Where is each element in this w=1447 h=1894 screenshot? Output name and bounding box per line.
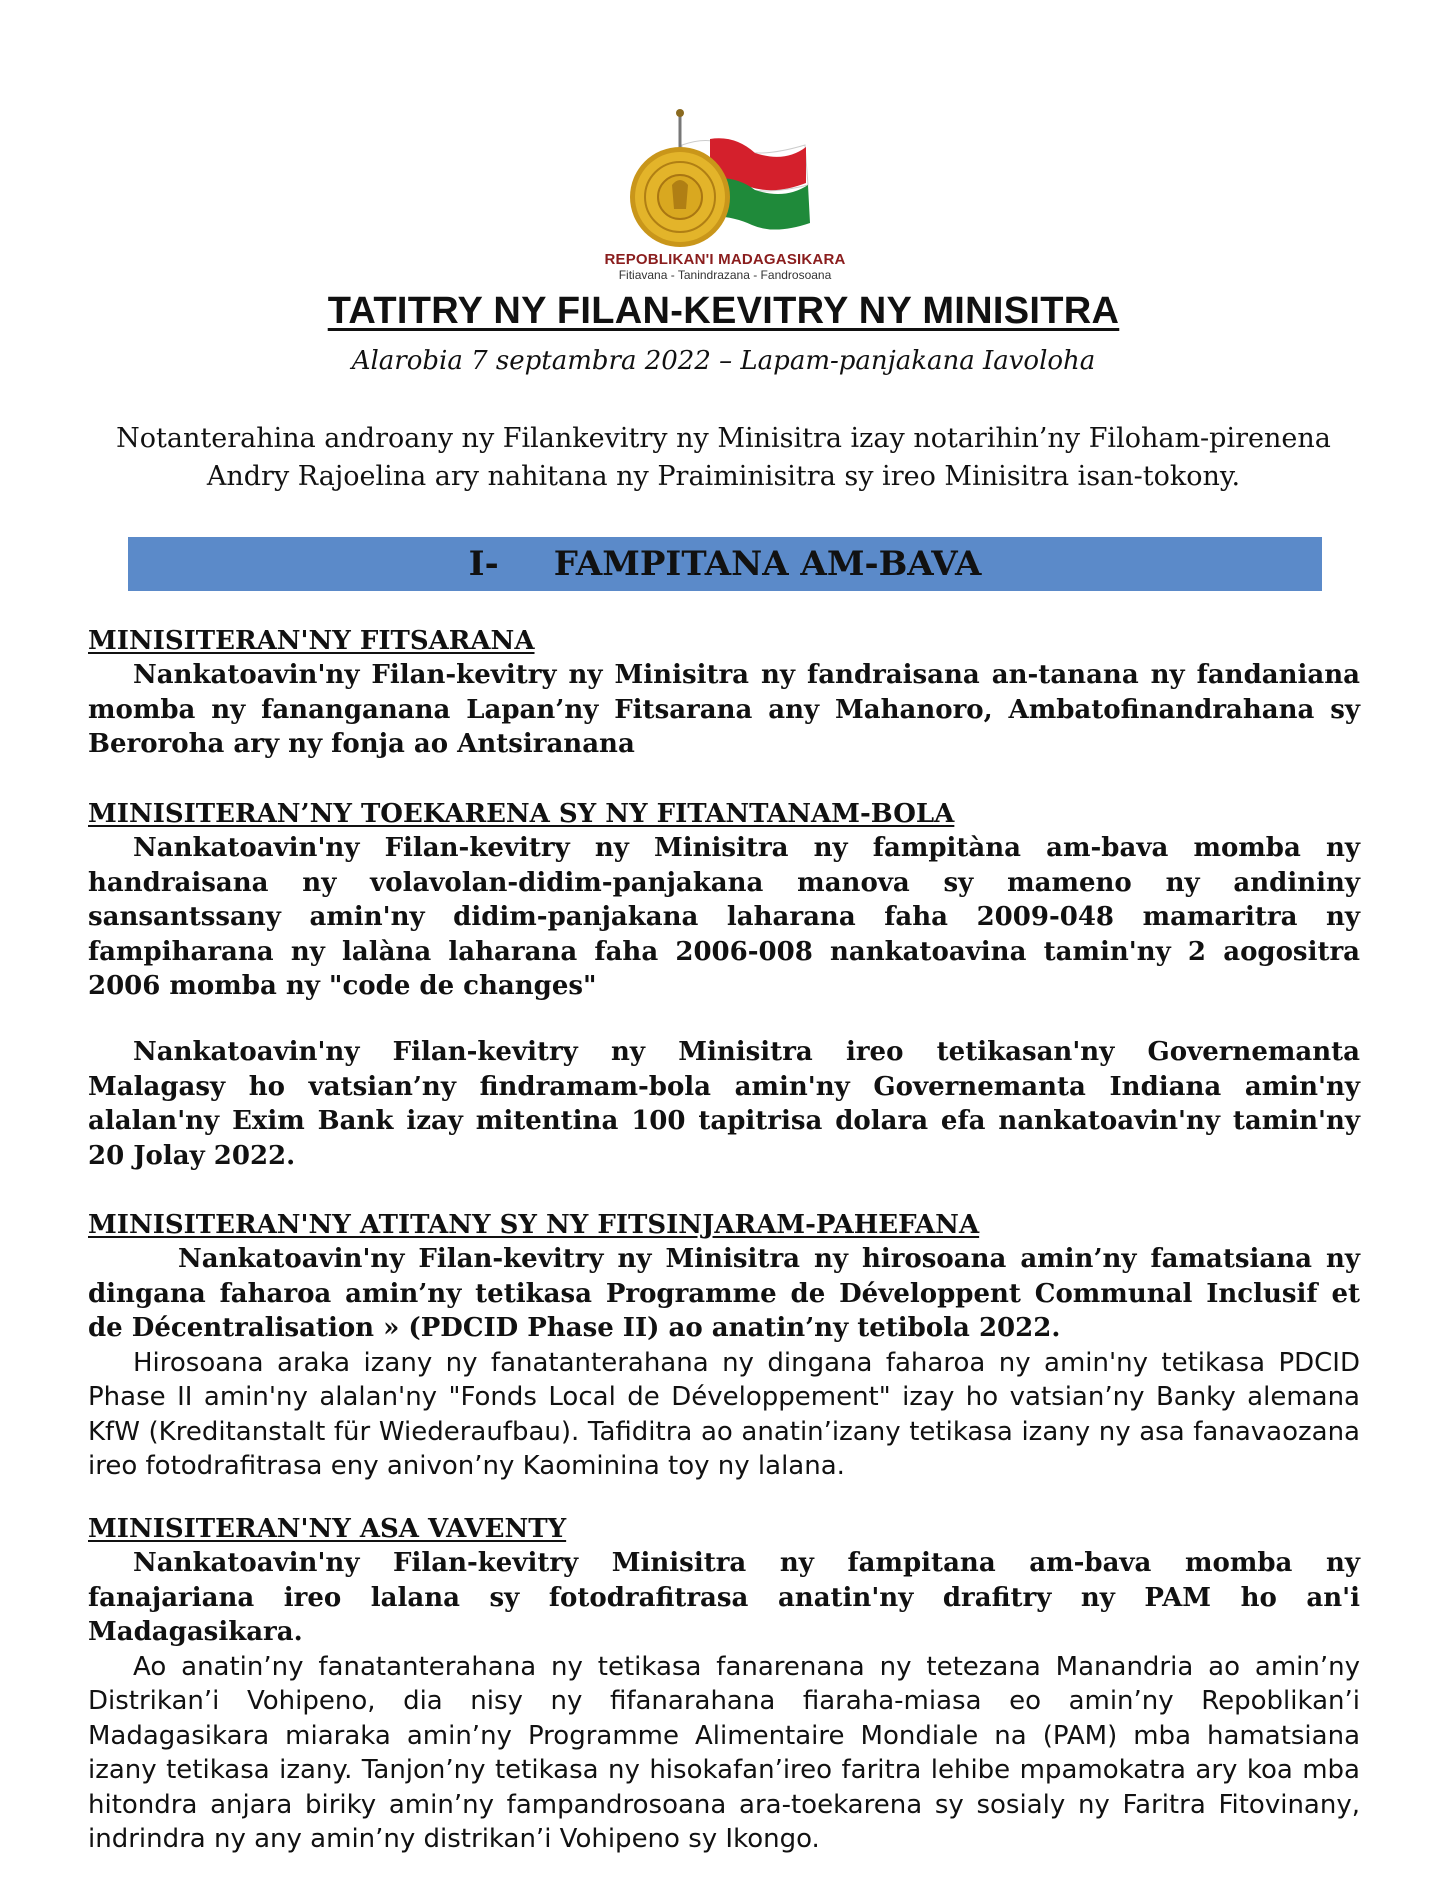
ministry-heading: MINISITERAN'NY ASA VAVENTY [88, 1514, 567, 1544]
section-number: I- [468, 544, 499, 584]
intro-paragraph: Notanterahina androany ny Filankevitry ny Minisitra izay notarihin’ny Filoham-pirenena Andry Rajoelina ary nahitana ny Praiminisitra sy ireo Minisitra isan-tokony. [116, 423, 1331, 492]
ministry-block-toekarena-2 [88, 1035, 1360, 1173]
madagascar-seal-icon [560, 105, 890, 250]
decision-paragraph: Nankatoavin'ny Filan-kevitry Minisitra ny fampitana am-bava momba ny fanajariana ireo lalana sy fotodrafitrasa anatin'ny drafitry ny PAM ho an'i Madagasikara. [88, 1548, 1360, 1647]
decision-paragraph: Nankatoavin'ny Filan-kevitry ny Minisitra ny hirosoana amin’ny famatsiana ny dingana faharoa amin’ny tetikasa Programme de Développent Communal Inclusif et de Décentralisation » (PDCID Phase II) ao anatin’ny tetibola 2022. [88, 1244, 1360, 1343]
page-subtitle: Alarobia 7 septambra 2022 – Lapam-panjakana Iavoloha [351, 346, 1096, 376]
decision-paragraph: Nankatoavin'ny Filan-kevitry ny Minisitra ny fandraisana an-tanana ny fandaniana momba ny fananganana Lapan’ny Fitsarana any Mahanoro, Ambatofinandrahana sy Beroroha ary ny fonja ao Antsiranana [88, 660, 1360, 759]
ministry-heading: MINISITERAN'NY FITSARANA [88, 626, 535, 656]
republic-emblem [560, 105, 890, 285]
ministry-heading: MINISITERAN’NY TOEKARENA SY NY FITANTANAM-BOLA [88, 799, 955, 829]
emblem-name: REPOBLIKAN'I MADAGASIKARA [604, 251, 846, 268]
ministry-block-toekarena [88, 797, 1360, 1004]
decision-paragraph: Nankatoavin'ny Filan-kevitry ny Minisitra ny fampitàna am-bava momba ny handraisana ny volavolan-didim-panjakana manova sy mameno ny andininy sansantssany amin'ny didim-panjakana laharana faha 2009-048 mamaritra ny fampiharana ny lalàna laharana faha 2006-008 nankatoavina tamin'ny 2 aogositra 2006 momba ny "code de changes" [88, 833, 1360, 1001]
ministry-block-fitsarana [88, 624, 1360, 762]
ministry-block-vaventy [88, 1512, 1360, 1857]
detail-paragraph: Ao anatin’ny fanatanterahana ny tetikasa fanarenana ny tetezana Manandria ao amin’ny Distrikan’i Vohipeno, dia nisy ny fifanarahana fiaraha-miasa eo amin’ny Repoblikan’i Madagasikara miaraka amin’ny Programme Alimentaire Mondiale na (PAM) mba hamatsiana izany tetikasa izany. Tanjon’ny tetikasa ny hisokafan’ireo faritra lehibe mpamokatra ary koa mba hitondra anjara biriky amin’ny fampandrosoana ara-toekarena sy sosialy ny Faritra Fitovinany, indrindra ny any amin’ny distrikan’i Vohipeno sy Ikongo. [88, 1651, 1360, 1854]
emblem-motto: Fitiavana - Tanindrazana - Fandrosoana [618, 268, 832, 282]
decision-paragraph: Nankatoavin'ny Filan-kevitry ny Minisitra ireo tetikasan'ny Governemanta Malagasy ho vatsian’ny findramam-bola amin'ny Governemanta Indiana amin'ny alalan'ny Exim Bank izay mitentina 100 tapitrisa dolara efa nankatoavin'ny tamin'ny 20 Jolay 2022. [88, 1037, 1360, 1171]
ministry-block-atitany [88, 1208, 1360, 1484]
detail-paragraph: Hirosoana araka izany ny fanatanterahana ny dingana faharoa ny amin'ny tetikasa PDCID Phase II amin'ny alalan'ny "Fonds Local de Développement" izay ho vatsian’ny Banky alemana KfW (Kreditanstalt für Wiederaufbau). Tafiditra ao anatin’izany tetikasa izany ny asa fanavaozana ireo fotodrafitrasa eny anivon’ny Kaominina toy ny lalana. [88, 1347, 1360, 1481]
ministry-heading: MINISITERAN'NY ATITANY SY NY FITSINJARAM-PAHEFANA [88, 1210, 980, 1240]
section-heading-bar [128, 537, 1322, 591]
section-title: FAMPITANA AM-BAVA [553, 544, 982, 584]
page-title: TATITRY NY FILAN-KEVITRY NY MINISITRA [327, 290, 1120, 332]
